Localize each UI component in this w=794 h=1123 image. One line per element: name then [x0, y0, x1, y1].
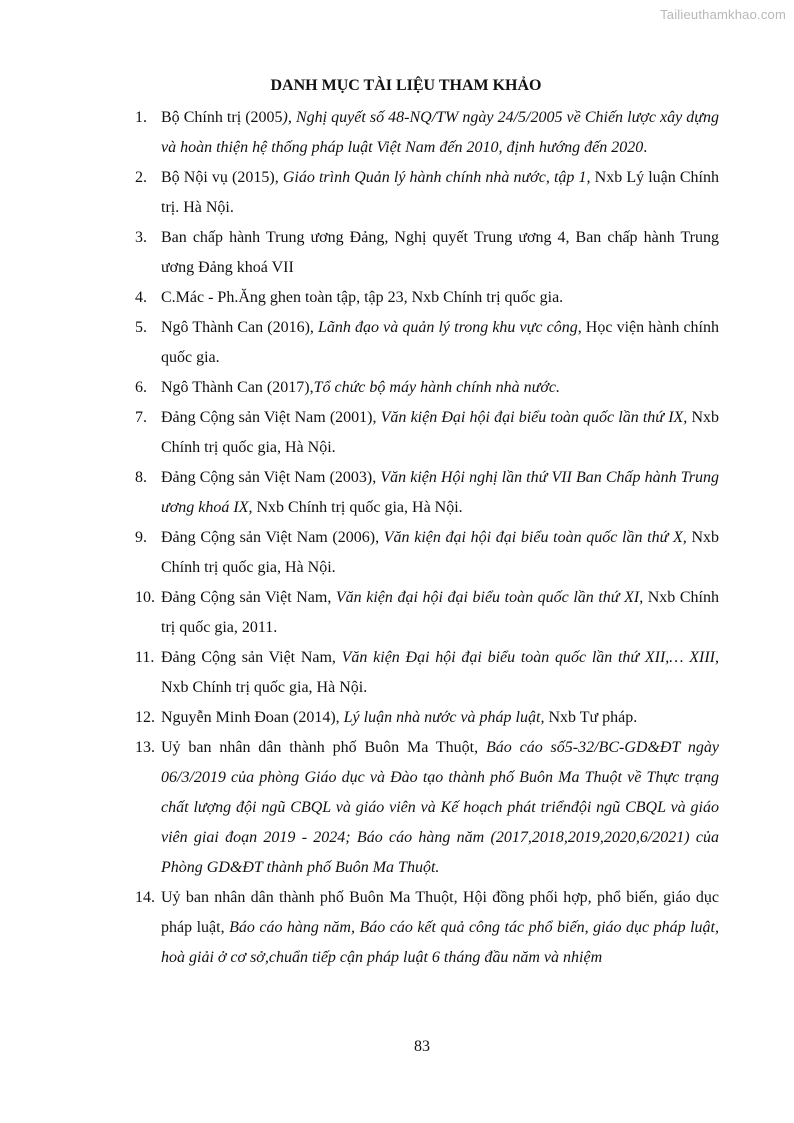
reference-segment: Ban chấp hành Trung ương Đảng, Nghị quyết Trung ương 4, Ban chấp hành Trung ương Đảng khoá VII [161, 229, 719, 276]
reference-text [161, 373, 719, 403]
reference-title-segment: Văn kiện đại hội đại biểu toàn quốc lần thứ XI [335, 589, 640, 606]
page-number: 83 [414, 1038, 430, 1055]
reference-item [135, 223, 719, 283]
reference-segment: Uỷ ban nhân dân thành phố Buôn Ma Thuột, [161, 739, 486, 756]
reference-segment: , Nxb Chính trị quốc gia, 2011. [161, 589, 719, 636]
reference-segment: Đảng Cộng sản Việt Nam (2001), [161, 409, 381, 426]
reference-item [135, 883, 719, 973]
reference-text [161, 883, 719, 973]
reference-segment: Ngô Thành Can (2017), [161, 379, 314, 396]
reference-text [161, 403, 719, 463]
reference-segment: Đảng Cộng sản Việt Nam (2003), [161, 469, 381, 486]
reference-item [135, 733, 719, 883]
reference-number: 3. [135, 229, 147, 246]
reference-title-segment: Lý luận nhà nước và pháp luật, [343, 709, 545, 726]
reference-number: 2. [135, 169, 147, 186]
watermark-text: Tailieuthamkhao.com [660, 7, 786, 22]
reference-segment: Nxb Tư pháp. [544, 709, 638, 726]
reference-item [135, 163, 719, 223]
page-title: DANH MỤC TÀI LIỆU THAM KHẢO [270, 77, 542, 94]
reference-text [161, 523, 719, 583]
reference-segment: , Học viện hành chính quốc gia. [161, 319, 719, 366]
reference-segment: Nxb Lý luận Chính trị. Hà Nội. [161, 169, 720, 216]
reference-item [135, 583, 719, 643]
reference-text [161, 163, 719, 223]
reference-title-segment: ), Nghị quyết số 48-NQ/TW ngày 24/5/2005 về Chiến lược xây dựng và hoàn thiện hệ thống pháp luật Việt Nam đến 2010, định hướng đến 2020 [161, 109, 719, 156]
reference-segment: . [643, 139, 648, 156]
reference-item [135, 313, 719, 373]
reference-segment: Nxb Chính trị quốc gia, Hà Nội. [161, 679, 368, 696]
reference-item [135, 523, 719, 583]
reference-number: 8. [135, 469, 147, 486]
reference-segment: Nxb Chính trị quốc gia, Hà Nội. [252, 499, 463, 516]
reference-item [135, 103, 719, 163]
reference-number: 14. [135, 889, 155, 906]
reference-segment: Nxb Chính trị quốc gia, Hà Nội. [161, 409, 720, 456]
reference-text [161, 463, 719, 523]
reference-segment: Nxb Chính trị quốc gia, Hà Nội. [161, 529, 719, 576]
reference-text [161, 643, 719, 703]
reference-text [161, 313, 719, 373]
reference-text [161, 283, 719, 313]
reference-text [161, 223, 719, 283]
reference-title-segment: Báo cáo số5-32/BC-GD&ĐT ngày 06/3/2019 của phòng Giáo dục và Đào tạo thành phố Buôn Ma Thuột về Thực trạng chất lượng đội ngũ CBQL và giáo viên và Kế hoạch phát triểnđội ngũ CBQL và giáo viên giai đoạn 2019 - 2024; Báo cáo hàng năm (2017,2018,2019,2020,6/2021) của Phòng GD&ĐT thành phố Buôn Ma Thuột. [161, 739, 720, 876]
reference-title-segment: Báo cáo hàng năm, Báo cáo kết quả công tác phổ biến, giáo dục pháp luật, hoà giải ở cơ sở,chuẩn tiếp cận pháp luật 6 tháng đầu năm và nhiệm [161, 919, 719, 966]
reference-segment: C.Mác - Ph.Ăng ghen toàn tập, tập 23, Nxb Chính trị quốc gia. [161, 289, 564, 306]
reference-title-segment: Tổ chức bộ máy hành chính nhà nước. [313, 379, 560, 396]
reference-segment: Đảng Cộng sản Việt Nam, [161, 649, 342, 666]
reference-number: 11. [135, 649, 155, 666]
reference-list [135, 103, 719, 973]
reference-item [135, 373, 719, 403]
reference-title-segment: Văn kiện đại hội đại biểu toàn quốc lần thứ X, [383, 529, 687, 546]
reference-text [161, 703, 719, 733]
reference-number: 1. [135, 109, 147, 126]
reference-number: 13. [135, 739, 155, 756]
reference-title-segment: Văn kiện Đại hội đại biểu toàn quốc lần thứ XII,… XIII, [341, 649, 719, 666]
reference-title-segment: Giáo trình Quản lý hành chính nhà nước, tập 1, [282, 169, 591, 186]
reference-segment: Đảng Cộng sản Việt Nam (2006), [161, 529, 384, 546]
reference-number: 9. [135, 529, 147, 546]
reference-segment: Nguyễn Minh Đoan (2014), [161, 709, 344, 726]
reference-segment: Bộ Chính trị (2005 [161, 109, 283, 126]
reference-segment: Ngô Thành Can (2016), [161, 319, 319, 336]
reference-number: 5. [135, 319, 147, 336]
reference-item [135, 463, 719, 523]
reference-segment: Uỷ ban nhân dân thành phố Buôn Ma Thuột, Hội đồng phối hợp, phổ biến, giáo dục pháp luật, [161, 889, 719, 936]
reference-text [161, 103, 719, 163]
reference-title-segment: Văn kiện Đại hội đại biểu toàn quốc lần thứ IX, [380, 409, 688, 426]
reference-item [135, 403, 719, 463]
reference-item [135, 643, 719, 703]
reference-number: 7. [135, 409, 147, 426]
reference-item [135, 703, 719, 733]
reference-text [161, 583, 719, 643]
reference-number: 6. [135, 379, 147, 396]
reference-segment: Bộ Nội vụ (2015), [161, 169, 283, 186]
reference-number: 4. [135, 289, 147, 306]
reference-title-segment: Lãnh đạo và quản lý trong khu vực công [318, 319, 578, 336]
reference-number: 12. [135, 709, 155, 726]
reference-text [161, 733, 719, 883]
reference-segment: Đảng Cộng sản Việt Nam, [161, 589, 336, 606]
reference-item [135, 283, 719, 313]
reference-title-segment: Văn kiện Hội nghị lần thứ VII Ban Chấp hành Trung ương khoá IX, [161, 469, 719, 516]
reference-number: 10. [135, 589, 155, 606]
